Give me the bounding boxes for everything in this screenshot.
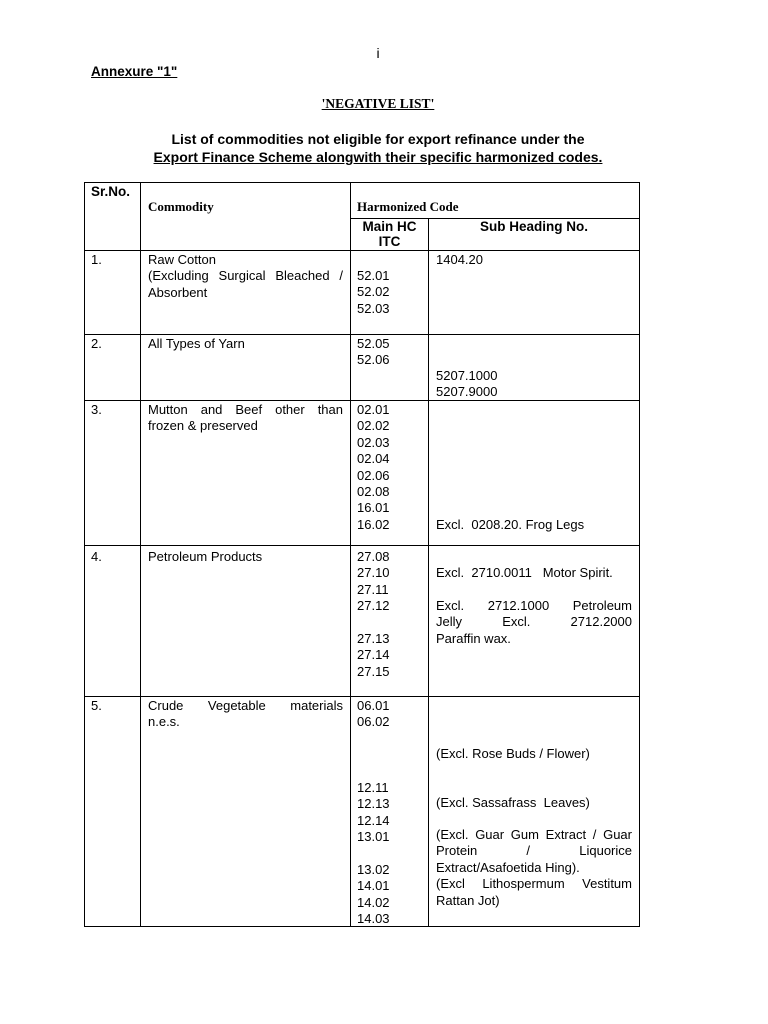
row-commodity: Raw Cotton (Excluding Surgical Bleached / Absorbent: [148, 252, 343, 300]
table-border-top: [84, 182, 640, 183]
table-divider: [84, 400, 640, 401]
table-divider: [350, 182, 351, 927]
header-sub-heading: Sub Heading No.: [480, 219, 588, 234]
row-main-codes: 27.08 27.10 27.11 27.12 27.13 27.14 27.15: [357, 549, 390, 679]
row-sr: 3.: [91, 402, 102, 417]
row-commodity: Crude Vegetable materials n.e.s.: [148, 698, 343, 730]
table-divider: [428, 218, 429, 927]
header-sr-no: Sr.No.: [91, 184, 131, 199]
row-sub-heading: Excl. 2712.1000 Petroleum Jelly Excl. 2712.2000 Paraffin wax.: [436, 598, 632, 646]
table-border-left: [84, 182, 85, 927]
table-border-right: [639, 182, 640, 927]
row-sub-heading-continued: (Excl. Guar Gum Extract / Guar Protein / Liquorice Extract/Asafoetida Hing). (Excl Lithospermum Vestitum Rattan Jot): [436, 827, 632, 908]
row-commodity: Mutton and Beef other than frozen & preserved: [148, 402, 343, 434]
row-sub-heading-line: Excl. 2710.0011 Motor Spirit.: [436, 565, 613, 580]
row-commodity: All Types of Yarn: [148, 336, 245, 351]
row-commodity: Petroleum Products: [148, 549, 263, 564]
row-sr: 2.: [91, 336, 102, 351]
header-commodity: Commodity: [148, 199, 214, 214]
row-sr: 5.: [91, 698, 102, 713]
table-divider: [140, 182, 141, 927]
row-sr: 4.: [91, 549, 102, 564]
intro-line-1: List of commodities not eligible for export refinance under the: [171, 131, 585, 147]
row-main-codes: 02.01 02.02 02.03 02.04 02.06 02.08 16.01 16.02: [357, 402, 390, 532]
row-sub-heading: Excl. 0208.20. Frog Legs: [436, 516, 585, 532]
row-sub-heading: (Excl. Rose Buds / Flower) (Excl. Sassafrass Leaves): [436, 745, 590, 811]
row-sub-heading: 5207.1000 5207.9000: [436, 368, 498, 400]
row-sr: 1.: [91, 252, 102, 267]
row-sub-heading: 1404.20: [436, 252, 483, 267]
page-number: i: [376, 45, 380, 61]
table-divider: [84, 696, 640, 697]
intro-line-2: Export Finance Scheme alongwith their specific harmonized codes.: [153, 149, 603, 165]
list-title: 'NEGATIVE LIST': [321, 96, 435, 111]
annexure-label: Annexure "1": [91, 64, 178, 79]
table-divider: [84, 250, 640, 251]
row-main-codes: 52.05 52.06: [357, 336, 390, 368]
table-divider: [84, 334, 640, 335]
row-main-codes: 06.01 06.02 12.11 12.13 12.14 13.01 13.02 14.01 14.02 14.03: [357, 698, 390, 927]
header-main-hc: Main HC ITC: [362, 219, 417, 249]
header-harmonized-code: Harmonized Code: [357, 199, 459, 214]
row-main-codes: 52.01 52.02 52.03: [357, 268, 390, 316]
